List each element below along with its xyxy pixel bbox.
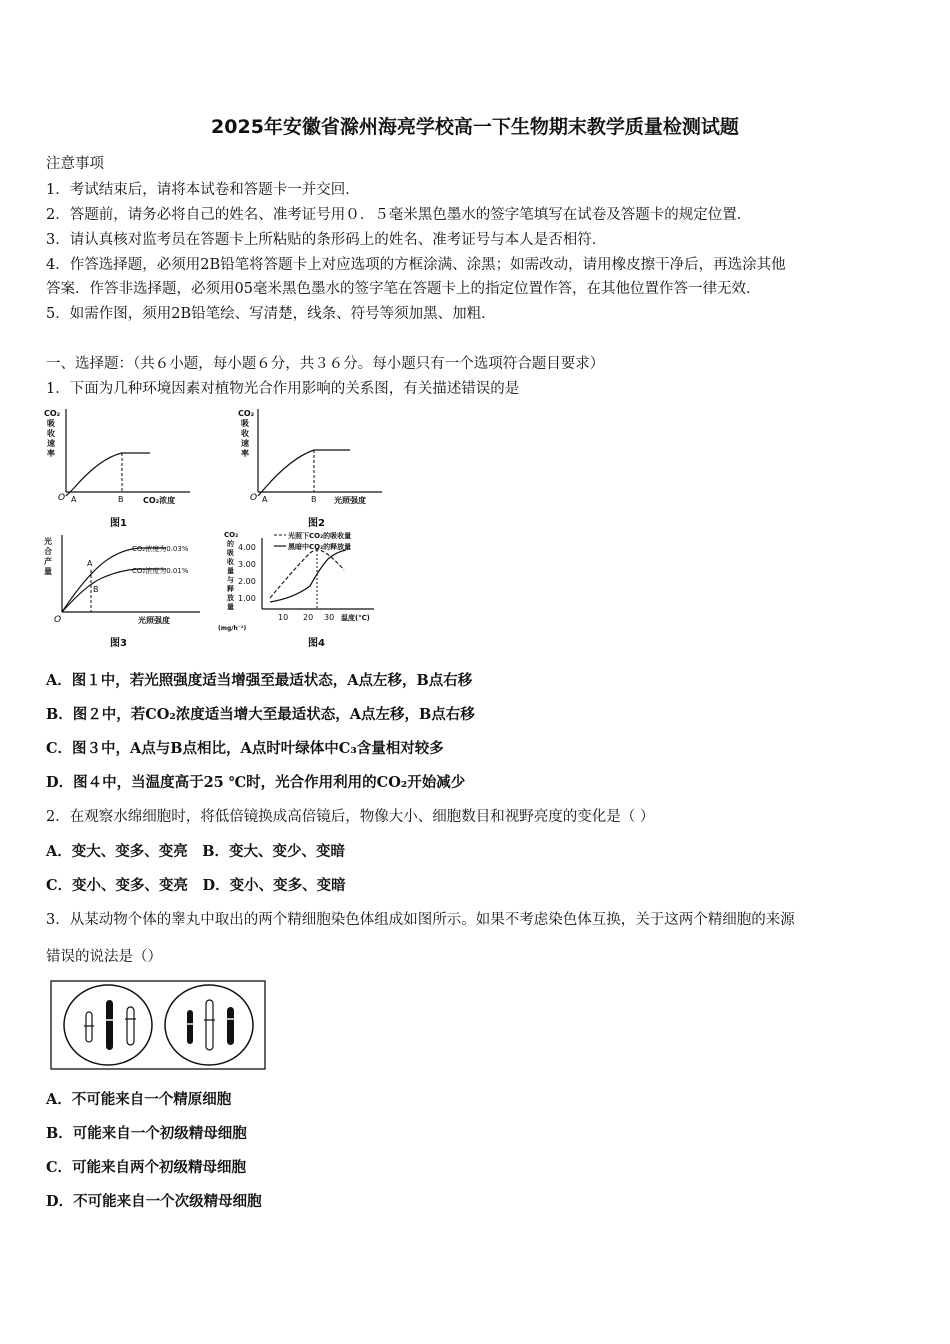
fig3-xlabel: 光照强度 <box>138 616 170 625</box>
svg-text:速: 速 <box>241 439 249 448</box>
svg-text:产: 产 <box>44 557 52 566</box>
q3-option-a: A．不可能来自一个精原细胞 <box>46 1091 232 1108</box>
q1-option-a: A．图１中，若光照强度适当增强至最适状态，A点左移，B点右移 <box>46 672 473 689</box>
q3-stem-cont: 错误的说法是（） <box>46 949 162 965</box>
svg-text:收: 收 <box>241 429 249 438</box>
figure-3 <box>40 530 220 654</box>
fig3-curve-high-label: CO₂浓度为0.03% <box>132 545 189 553</box>
q3-stem: 3．从某动物个体的睾丸中取出的两个精细胞染色体组成如图所示。如果不考虑染色体互换，关于这两个精细胞的来源 <box>46 912 795 928</box>
fig3-point-a: A <box>87 559 93 568</box>
q3-sperm-cells-figure <box>50 980 268 1072</box>
q1-option-c: C．图３中，A点与B点相比，A点时叶绿体中C₃含量相对较多 <box>46 740 444 757</box>
fig2-ylabel <box>238 409 255 458</box>
svg-text:10: 10 <box>278 613 289 622</box>
svg-text:3.00: 3.00 <box>238 560 256 569</box>
fig1-point-b: B <box>118 495 124 504</box>
fig4-dashed-curve <box>270 550 344 598</box>
svg-text:收: 收 <box>47 429 55 438</box>
left-cell-chromosomes <box>84 1000 136 1050</box>
svg-text:1.00: 1.00 <box>238 594 256 603</box>
q3-option-d: D．不可能来自一个次级精母细胞 <box>46 1193 262 1210</box>
q2-stem: 2．在观察水绵细胞时，将低倍镜换成高倍镜后，物像大小、细胞数目和视野亮度的变化是（ ） <box>46 809 655 825</box>
notice-heading: 注意事项 <box>46 156 104 172</box>
q1-option-b: B．图２中，若CO₂浓度适当增大至最适状态，A点左移，B点右移 <box>46 706 475 723</box>
svg-text:量: 量 <box>227 603 234 611</box>
fig4-legend-dashed: 光照下CO₂的吸收量 <box>288 532 352 540</box>
q2-options-row-2: C．变小、变多、变亮 D．变小、变多、变暗 <box>46 877 346 894</box>
fig3-origin: O <box>54 615 62 625</box>
fig4-xticks <box>278 613 334 622</box>
fig3-curve-high <box>62 548 166 612</box>
svg-text:CO₂: CO₂ <box>238 409 255 418</box>
svg-text:2.00: 2.00 <box>238 577 256 586</box>
svg-text:率: 率 <box>47 449 55 458</box>
notice-item-3: 3．请认真核对监考员在答题卡上所粘贴的条形码上的姓名、准考证号与本人是否相符． <box>46 232 607 248</box>
fig4-xlabel: 温度(℃) <box>341 614 370 622</box>
fig4-unit: (mg/h⁻¹) <box>218 625 247 632</box>
right-cell-chromosomes <box>185 1000 236 1050</box>
fig3-caption: 图3 <box>110 638 127 649</box>
figure-1 <box>40 406 200 534</box>
svg-text:30: 30 <box>324 613 335 622</box>
notice-item-4: 4．作答选择题，必须用2B铅笔将答题卡上对应选项的方框涂满、涂黑；如需改动，请用橡皮擦干净后，再选涂其他 <box>46 257 786 273</box>
fig2-curve <box>258 450 350 496</box>
fig2-point-b: B <box>311 495 317 504</box>
svg-text:的: 的 <box>227 540 234 548</box>
svg-text:释: 释 <box>227 585 234 593</box>
notice-item-4-cont: 答案．作答非选择题，必须用05毫米黑色墨水的签字笔在答题卡上的指定位置作答，在其他位置作答一律无效． <box>46 281 761 297</box>
fig4-legend-solid: 黑暗中CO₂的释放量 <box>288 543 352 551</box>
q3-option-c: C．可能来自两个初级精母细胞 <box>46 1159 247 1176</box>
fig4-caption: 图4 <box>308 638 325 649</box>
fig1-curve <box>66 453 150 496</box>
notice-item-2: 2．答题前，请务必将自己的姓名、准考证号用０．５毫米黑色墨水的签字笔填写在试卷及答题卡的规定位置． <box>46 207 752 223</box>
svg-text:放: 放 <box>227 594 234 602</box>
figure-2 <box>234 406 394 534</box>
fig4-yticks <box>238 543 256 603</box>
fig1-caption: 图1 <box>110 518 127 529</box>
svg-text:光: 光 <box>44 537 52 546</box>
fig2-caption: 图2 <box>308 518 325 529</box>
svg-text:4.00: 4.00 <box>238 543 256 552</box>
q2-options-row-1: A．变大、变多、变亮 B．变大、变少、变暗 <box>46 843 346 860</box>
svg-text:与: 与 <box>227 576 234 584</box>
svg-text:吸: 吸 <box>47 419 55 428</box>
fig3-point-b: B <box>93 585 99 594</box>
fig3-curve-low-label: CO₂浓度为0.01% <box>132 567 189 575</box>
fig4-ylabel <box>224 531 238 611</box>
svg-text:合: 合 <box>44 547 52 556</box>
section-heading: 一、选择题：（共６小题，每小题６分，共３６分。每小题只有一个选项符合题目要求） <box>46 356 605 372</box>
q1-stem: 1．下面为几种环境因素对植物光合作用影响的关系图，有关描述错误的是 <box>46 381 520 397</box>
svg-text:量: 量 <box>44 567 52 576</box>
svg-text:率: 率 <box>241 449 249 458</box>
page-title: 2025年安徽省滁州海亮学校高一下生物期末教学质量检测试题 <box>211 116 739 138</box>
svg-text:CO₂: CO₂ <box>224 531 239 539</box>
fig2-xlabel: 光照强度 <box>334 496 366 505</box>
fig2-point-a: A <box>262 495 268 504</box>
fig1-xlabel: CO₂浓度 <box>143 496 176 505</box>
svg-text:速: 速 <box>47 439 55 448</box>
notice-item-5: 5．如需作图，须用2B铅笔绘、写清楚，线条、符号等须加黑、加粗． <box>46 306 496 322</box>
svg-text:20: 20 <box>303 613 314 622</box>
fig1-point-a: A <box>71 495 77 504</box>
figure-4 <box>214 526 394 654</box>
svg-text:吸: 吸 <box>241 419 249 428</box>
fig1-ylabel <box>44 409 61 458</box>
svg-text:量: 量 <box>227 567 234 575</box>
notice-item-1: 1．考试结束后，请将本试卷和答题卡一并交回． <box>46 182 360 198</box>
svg-text:CO₂: CO₂ <box>44 409 61 418</box>
q1-option-d: D．图４中，当温度高于25 ℃时，光合作用利用的CO₂开始减少 <box>46 774 466 791</box>
svg-text:收: 收 <box>227 558 234 566</box>
fig2-origin: O <box>250 493 258 503</box>
fig4-solid-curve <box>270 550 346 602</box>
q3-option-b: B．可能来自一个初级精母细胞 <box>46 1125 247 1142</box>
fig1-origin: O <box>58 493 66 503</box>
fig3-ylabel <box>44 536 52 576</box>
svg-text:吸: 吸 <box>227 549 234 557</box>
